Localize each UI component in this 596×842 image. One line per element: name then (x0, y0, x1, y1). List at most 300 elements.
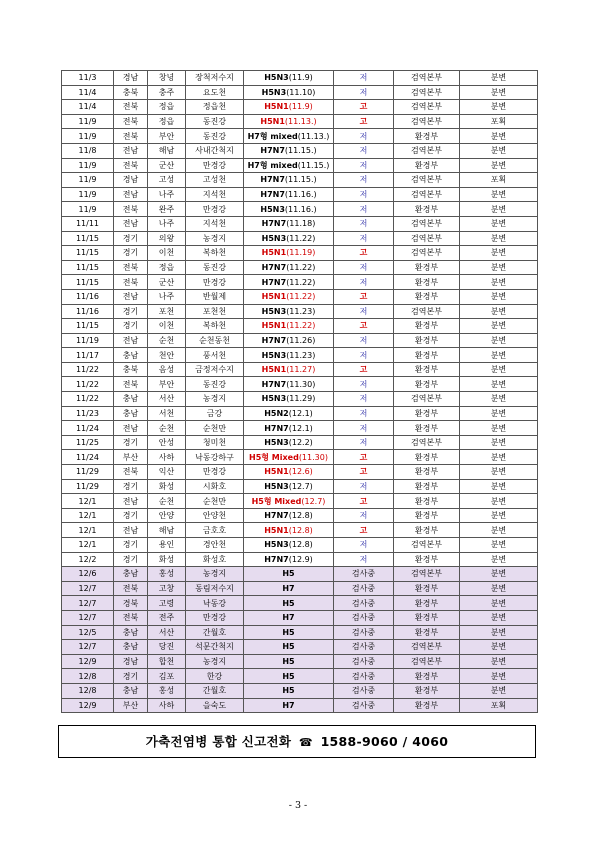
province-cell: 부산 (114, 698, 148, 713)
strain-name: H7N7 (261, 219, 287, 229)
strain-name: H7N7 (264, 423, 289, 433)
date-cell: 11/9 (62, 114, 114, 129)
province-cell: 전북 (114, 275, 148, 290)
strain-name: H5 (282, 657, 295, 667)
hotline-box (58, 725, 536, 758)
method-cell: 분변 (460, 377, 538, 392)
agency-cell: 검역본부 (394, 114, 460, 129)
date-cell: 11/16 (62, 289, 114, 304)
agency-cell: 검역본부 (394, 85, 460, 100)
province-cell: 경남 (114, 654, 148, 669)
city-cell: 천안 (148, 348, 186, 363)
strain-name: H5N3 (260, 204, 285, 214)
pathogenicity-cell: 검사중 (334, 669, 394, 684)
province-cell: 충남 (114, 392, 148, 407)
confirm-date: (11.9) (288, 102, 313, 112)
table-row (62, 143, 538, 158)
strain-name: H5N1 (261, 321, 287, 331)
site-cell: 만경강 (186, 158, 244, 173)
province-cell: 전북 (114, 377, 148, 392)
agency-cell: 환경부 (394, 158, 460, 173)
strain-name: H5N3 (264, 438, 289, 448)
method-cell: 포획 (460, 114, 538, 129)
pathogenicity-cell: 저 (334, 187, 394, 202)
site-cell: 을숙도 (186, 698, 244, 713)
method-cell: 분변 (460, 640, 538, 655)
strain-name: H5N3 (261, 306, 287, 316)
agency-cell: 검역본부 (394, 187, 460, 202)
strain-cell (244, 552, 334, 567)
agency-cell: 환경부 (394, 698, 460, 713)
site-cell: 순천만 (186, 421, 244, 436)
city-cell: 용인 (148, 538, 186, 553)
province-cell: 경북 (114, 596, 148, 611)
agency-cell: 환경부 (394, 333, 460, 348)
date-cell: 11/29 (62, 465, 114, 480)
strain-name: H5 (282, 627, 295, 637)
province-cell: 경기 (114, 538, 148, 553)
date-cell: 12/1 (62, 508, 114, 523)
pathogenicity-cell: 저 (334, 216, 394, 231)
strain-cell (244, 85, 334, 100)
strain-cell (244, 362, 334, 377)
strain-name: H7N7 (261, 277, 287, 287)
method-cell: 분변 (460, 610, 538, 625)
province-cell: 전남 (114, 421, 148, 436)
city-cell: 고창 (148, 581, 186, 596)
table-row (62, 348, 538, 363)
date-cell: 11/15 (62, 275, 114, 290)
pathogenicity-cell: 고 (334, 494, 394, 509)
strain-name: H5 (282, 642, 295, 652)
strain-cell (244, 567, 334, 582)
strain-name: H5N3 (261, 233, 287, 243)
method-cell: 분변 (460, 129, 538, 144)
table-row (62, 114, 538, 129)
table-row (62, 304, 538, 319)
avian-influenza-detection-table (61, 70, 538, 713)
province-cell: 전북 (114, 114, 148, 129)
site-cell: 농경지 (186, 392, 244, 407)
method-cell: 분변 (460, 538, 538, 553)
confirm-date: (11.13.) (284, 117, 317, 127)
date-cell: 12/8 (62, 669, 114, 684)
agency-cell: 검역본부 (394, 304, 460, 319)
strain-cell (244, 421, 334, 436)
province-cell: 경기 (114, 304, 148, 319)
strain-cell (244, 698, 334, 713)
agency-cell: 환경부 (394, 377, 460, 392)
table-row (62, 85, 538, 100)
site-cell: 한강 (186, 669, 244, 684)
table-row (62, 319, 538, 334)
strain-name: H7N7 (260, 146, 285, 156)
strain-cell (244, 158, 334, 173)
agency-cell: 검역본부 (394, 654, 460, 669)
province-cell: 충남 (114, 348, 148, 363)
strain-name: H5N3 (264, 73, 289, 83)
method-cell: 분변 (460, 523, 538, 538)
table-row (62, 406, 538, 421)
table-row (62, 71, 538, 86)
city-cell: 정읍 (148, 260, 186, 275)
pathogenicity-cell: 고 (334, 362, 394, 377)
page-number: - 3 - (288, 800, 308, 811)
strain-cell (244, 450, 334, 465)
strain-cell (244, 625, 334, 640)
table-row (62, 216, 538, 231)
province-cell: 충남 (114, 625, 148, 640)
strain-name: H7 (282, 613, 295, 623)
site-cell: 장척저수지 (186, 71, 244, 86)
strain-cell (244, 275, 334, 290)
city-cell: 해남 (148, 523, 186, 538)
method-cell: 분변 (460, 392, 538, 407)
confirm-date: (11.16.) (284, 190, 317, 200)
city-cell: 안양 (148, 508, 186, 523)
city-cell: 순천 (148, 421, 186, 436)
province-cell: 충남 (114, 683, 148, 698)
phone-icon: ☎ (298, 736, 313, 749)
date-cell: 12/9 (62, 654, 114, 669)
province-cell: 전남 (114, 523, 148, 538)
strain-cell (244, 114, 334, 129)
confirm-date: (12.7) (301, 496, 326, 506)
table-row (62, 581, 538, 596)
date-cell: 11/15 (62, 260, 114, 275)
confirm-date: (11.15.) (297, 160, 330, 170)
table-row (62, 625, 538, 640)
confirm-date: (11.13.) (297, 131, 330, 141)
agency-cell: 환경부 (394, 669, 460, 684)
site-cell: 청미천 (186, 435, 244, 450)
province-cell: 전북 (114, 158, 148, 173)
table-row (62, 129, 538, 144)
strain-cell (244, 406, 334, 421)
city-cell: 김포 (148, 669, 186, 684)
site-cell: 포천천 (186, 304, 244, 319)
site-cell: 복하천 (186, 246, 244, 261)
strain-name: H5N1 (261, 292, 287, 302)
agency-cell: 환경부 (394, 129, 460, 144)
method-cell: 분변 (460, 362, 538, 377)
strain-cell (244, 129, 334, 144)
confirm-date: (11.22) (286, 321, 316, 331)
date-cell: 11/22 (62, 392, 114, 407)
agency-cell: 환경부 (394, 479, 460, 494)
pathogenicity-cell: 검사중 (334, 596, 394, 611)
province-cell: 충북 (114, 362, 148, 377)
table-row (62, 523, 538, 538)
pathogenicity-cell: 저 (334, 392, 394, 407)
city-cell: 나주 (148, 216, 186, 231)
date-cell: 11/24 (62, 450, 114, 465)
table-row (62, 669, 538, 684)
city-cell: 익산 (148, 465, 186, 480)
date-cell: 12/7 (62, 610, 114, 625)
site-cell: 반월제 (186, 289, 244, 304)
date-cell: 12/1 (62, 494, 114, 509)
confirm-date: (12.7) (288, 481, 313, 491)
date-cell: 11/9 (62, 129, 114, 144)
method-cell: 분변 (460, 435, 538, 450)
agency-cell: 검역본부 (394, 71, 460, 86)
strain-name: H5 (282, 671, 295, 681)
agency-cell: 환경부 (394, 465, 460, 480)
province-cell: 경기 (114, 479, 148, 494)
province-cell: 충남 (114, 640, 148, 655)
confirm-date: (11.30) (298, 452, 328, 462)
table-row (62, 246, 538, 261)
confirm-date: (11.15.) (284, 146, 317, 156)
method-cell: 분변 (460, 421, 538, 436)
date-cell: 11/25 (62, 435, 114, 450)
strain-name: H5N3 (261, 350, 287, 360)
city-cell: 순천 (148, 494, 186, 509)
method-cell: 분변 (460, 625, 538, 640)
city-cell: 정읍 (148, 100, 186, 115)
agency-cell: 환경부 (394, 260, 460, 275)
city-cell: 완주 (148, 202, 186, 217)
agency-cell: 검역본부 (394, 435, 460, 450)
city-cell: 군산 (148, 275, 186, 290)
agency-cell: 환경부 (394, 523, 460, 538)
pathogenicity-cell: 저 (334, 435, 394, 450)
date-cell: 12/5 (62, 625, 114, 640)
site-cell: 낙동강하구 (186, 450, 244, 465)
method-cell: 분변 (460, 669, 538, 684)
confirm-date: (12.1) (288, 423, 313, 433)
site-cell: 동진강 (186, 377, 244, 392)
strain-cell (244, 596, 334, 611)
method-cell: 분변 (460, 100, 538, 115)
site-cell: 농경지 (186, 231, 244, 246)
strain-name: H7N7 (261, 263, 287, 273)
site-cell: 안양천 (186, 508, 244, 523)
method-cell: 분변 (460, 581, 538, 596)
site-cell: 석문간척지 (186, 640, 244, 655)
strain-name: H7N7 (260, 175, 285, 185)
table-row (62, 173, 538, 188)
pathogenicity-cell: 검사중 (334, 567, 394, 582)
agency-cell: 검역본부 (394, 231, 460, 246)
city-cell: 포천 (148, 304, 186, 319)
date-cell: 12/6 (62, 567, 114, 582)
pathogenicity-cell: 저 (334, 129, 394, 144)
confirm-date: (11.22) (286, 277, 316, 287)
confirm-date: (12.1) (288, 408, 313, 418)
method-cell: 분변 (460, 304, 538, 319)
strain-cell (244, 494, 334, 509)
date-cell: 11/17 (62, 348, 114, 363)
province-cell: 충남 (114, 567, 148, 582)
confirm-date: (12.6) (288, 467, 313, 477)
pathogenicity-cell: 저 (334, 421, 394, 436)
date-cell: 11/8 (62, 143, 114, 158)
strain-name: H5N3 (264, 481, 289, 491)
strain-cell (244, 669, 334, 684)
date-cell: 11/29 (62, 479, 114, 494)
agency-cell: 환경부 (394, 202, 460, 217)
site-cell: 동진강 (186, 114, 244, 129)
province-cell: 전북 (114, 581, 148, 596)
hotline-label: 가축전염병 통합 신고전화 (145, 734, 292, 749)
pathogenicity-cell: 고 (334, 465, 394, 480)
table-row (62, 333, 538, 348)
city-cell: 홍성 (148, 567, 186, 582)
pathogenicity-cell: 저 (334, 158, 394, 173)
date-cell: 12/9 (62, 698, 114, 713)
city-cell: 순천 (148, 333, 186, 348)
city-cell: 군산 (148, 158, 186, 173)
strain-cell (244, 100, 334, 115)
confirm-date: (11.9) (288, 73, 313, 83)
table-row (62, 231, 538, 246)
strain-cell (244, 581, 334, 596)
agency-cell: 환경부 (394, 625, 460, 640)
agency-cell: 환경부 (394, 494, 460, 509)
method-cell: 분변 (460, 567, 538, 582)
site-cell: 간월호 (186, 683, 244, 698)
pathogenicity-cell: 저 (334, 231, 394, 246)
strain-cell (244, 173, 334, 188)
agency-cell: 검역본부 (394, 640, 460, 655)
date-cell: 12/7 (62, 640, 114, 655)
method-cell: 분변 (460, 348, 538, 363)
city-cell: 서천 (148, 406, 186, 421)
table-row (62, 392, 538, 407)
method-cell: 분변 (460, 289, 538, 304)
site-cell: 만경강 (186, 465, 244, 480)
city-cell: 당진 (148, 640, 186, 655)
site-cell: 만경강 (186, 275, 244, 290)
strain-name: H7형 mixed (247, 131, 298, 141)
strain-name: H5N1 (264, 525, 289, 535)
pathogenicity-cell: 검사중 (334, 625, 394, 640)
strain-cell (244, 377, 334, 392)
confirm-date: (11.22) (286, 263, 316, 273)
city-cell: 음성 (148, 362, 186, 377)
agency-cell: 환경부 (394, 450, 460, 465)
table-row (62, 435, 538, 450)
strain-cell (244, 392, 334, 407)
date-cell: 11/24 (62, 421, 114, 436)
table-row (62, 683, 538, 698)
strain-cell (244, 465, 334, 480)
strain-name: H5N3 (261, 87, 287, 97)
site-cell: 동진강 (186, 129, 244, 144)
date-cell: 11/22 (62, 362, 114, 377)
agency-cell: 환경부 (394, 610, 460, 625)
site-cell: 농경지 (186, 654, 244, 669)
province-cell: 경남 (114, 71, 148, 86)
province-cell: 경기 (114, 508, 148, 523)
confirm-date: (12.2) (288, 438, 313, 448)
city-cell: 나주 (148, 289, 186, 304)
site-cell: 화성호 (186, 552, 244, 567)
table-row (62, 567, 538, 582)
strain-name: H5 (282, 569, 295, 579)
method-cell: 분변 (460, 275, 538, 290)
city-cell: 창녕 (148, 71, 186, 86)
strain-cell (244, 202, 334, 217)
method-cell: 분변 (460, 260, 538, 275)
city-cell: 부안 (148, 129, 186, 144)
table-row (62, 596, 538, 611)
confirm-date: (11.29) (286, 394, 316, 404)
pathogenicity-cell: 저 (334, 71, 394, 86)
site-cell: 사내간척지 (186, 143, 244, 158)
province-cell: 경기 (114, 669, 148, 684)
strain-name: H7 (282, 700, 295, 710)
site-cell: 만경강 (186, 202, 244, 217)
confirm-date: (11.10) (286, 87, 316, 97)
table-row (62, 538, 538, 553)
date-cell: 11/11 (62, 216, 114, 231)
date-cell: 11/16 (62, 304, 114, 319)
province-cell: 경기 (114, 231, 148, 246)
city-cell: 고령 (148, 596, 186, 611)
method-cell: 분변 (460, 319, 538, 334)
method-cell: 분변 (460, 596, 538, 611)
province-cell: 충북 (114, 85, 148, 100)
pathogenicity-cell: 검사중 (334, 654, 394, 669)
site-cell: 금호호 (186, 523, 244, 538)
table-row (62, 610, 538, 625)
table-row (62, 640, 538, 655)
pathogenicity-cell: 저 (334, 552, 394, 567)
agency-cell: 환경부 (394, 421, 460, 436)
confirm-date: (11.30) (286, 379, 316, 389)
agency-cell: 환경부 (394, 289, 460, 304)
province-cell: 충남 (114, 406, 148, 421)
confirm-date: (11.23) (286, 350, 316, 360)
city-cell: 전주 (148, 610, 186, 625)
strain-cell (244, 523, 334, 538)
province-cell: 경기 (114, 319, 148, 334)
date-cell: 12/1 (62, 523, 114, 538)
city-cell: 홍성 (148, 683, 186, 698)
pathogenicity-cell: 검사중 (334, 640, 394, 655)
strain-name: H5 (282, 598, 295, 608)
date-cell: 11/4 (62, 100, 114, 115)
pathogenicity-cell: 고 (334, 289, 394, 304)
agency-cell: 환경부 (394, 319, 460, 334)
strain-cell (244, 143, 334, 158)
confirm-date: (11.22) (286, 233, 316, 243)
site-cell: 풍서천 (186, 348, 244, 363)
pathogenicity-cell: 저 (334, 202, 394, 217)
confirm-date: (12.8) (288, 540, 313, 550)
pathogenicity-cell: 검사중 (334, 610, 394, 625)
province-cell: 전남 (114, 333, 148, 348)
date-cell: 12/8 (62, 683, 114, 698)
strain-cell (244, 246, 334, 261)
method-cell: 분변 (460, 246, 538, 261)
table-row (62, 654, 538, 669)
city-cell: 합천 (148, 654, 186, 669)
method-cell: 분변 (460, 465, 538, 480)
confirm-date: (12.8) (288, 525, 313, 535)
strain-cell (244, 683, 334, 698)
pathogenicity-cell: 저 (334, 348, 394, 363)
method-cell: 분변 (460, 552, 538, 567)
province-cell: 전북 (114, 465, 148, 480)
agency-cell: 환경부 (394, 362, 460, 377)
pathogenicity-cell: 저 (334, 275, 394, 290)
table-row (62, 275, 538, 290)
pathogenicity-cell: 저 (334, 377, 394, 392)
